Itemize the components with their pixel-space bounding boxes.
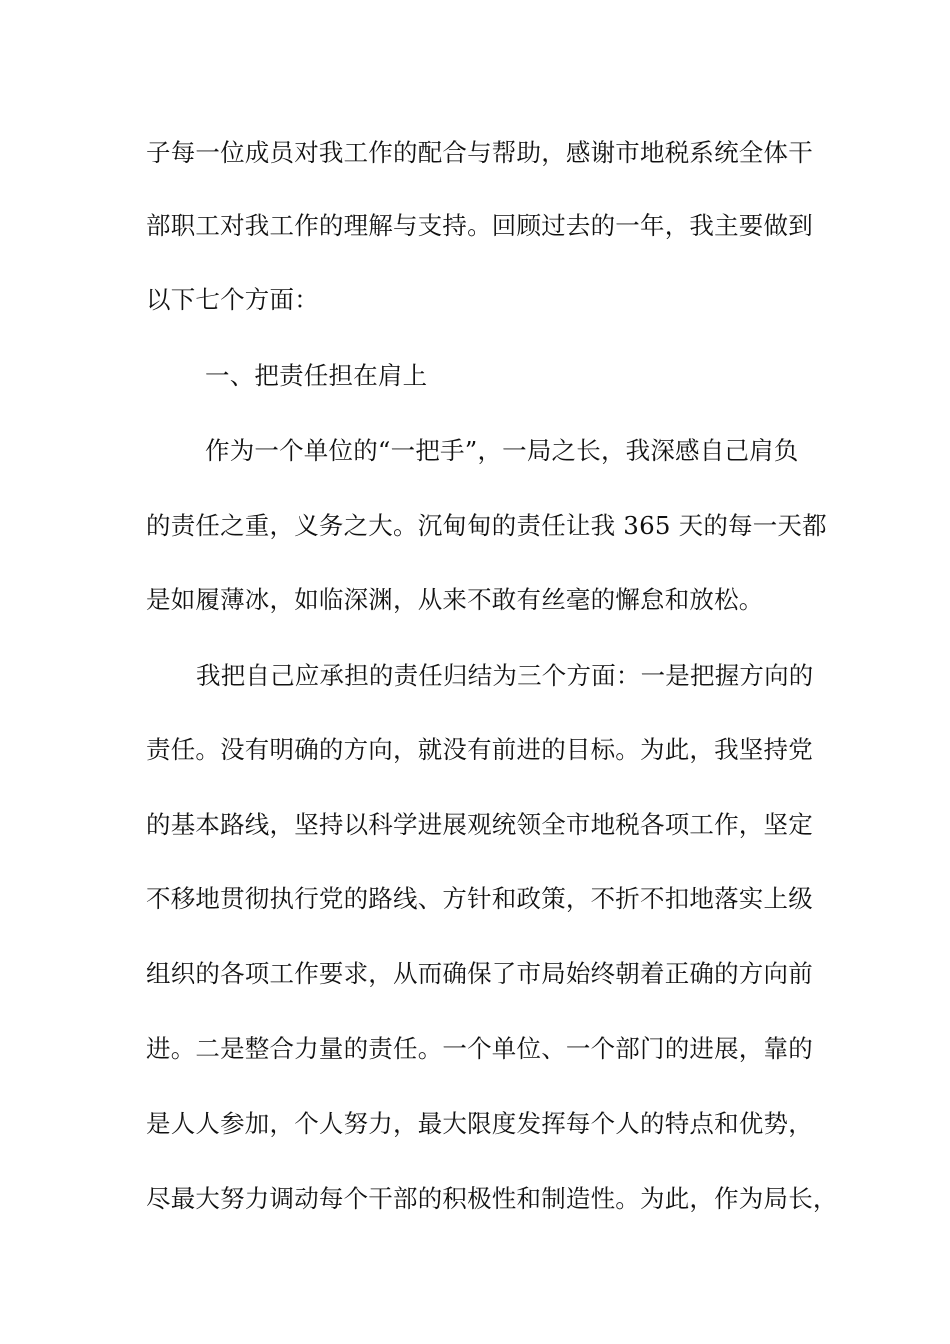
body-text-line: 以下七个方面： [146, 285, 319, 314]
paragraph-first-line: 作为一个单位的“一把手”，一局之长，我深感自己肩负 [205, 436, 799, 465]
body-text-line: 不移地贯彻执行党的路线、方针和政策，不折不扣地落实上级 [146, 884, 813, 913]
section-heading: 一、把责任担在肩上 [205, 361, 428, 390]
body-text-line: 的责任之重，义务之大。沉甸甸的责任让我 365 天的每一天都 [146, 511, 827, 540]
body-text-line: 组织的各项工作要求，从而确保了市局始终朝着正确的方向前 [146, 959, 813, 988]
body-text-line: 责任。没有明确的方向，就没有前进的目标。为此，我坚持党 [146, 735, 813, 764]
body-text-line: 进。二是整合力量的责任。一个单位、一个部门的进展，靠的 [146, 1034, 813, 1063]
body-text-line: 是人人参加，个人努力，最大限度发挥每个人的特点和优势， [146, 1109, 813, 1138]
body-text-line: 尽最大努力调动每个干部的积极性和制造性。为此，作为局长， [146, 1184, 838, 1213]
body-text-line: 是如履薄冰，如临深渊，从来不敢有丝毫的懈怠和放松。 [146, 585, 764, 614]
body-text-line: 的基本路线，坚持以科学进展观统领全市地税各项工作，坚定 [146, 810, 813, 839]
body-text-line: 子每一位成员对我工作的配合与帮助，感谢市地税系统全体干 [146, 138, 813, 167]
body-text-line: 部职工对我工作的理解与支持。回顾过去的一年，我主要做到 [146, 211, 813, 240]
paragraph-first-line: 我把自己应承担的责任归结为三个方面：一是把握方向的 [196, 661, 814, 690]
